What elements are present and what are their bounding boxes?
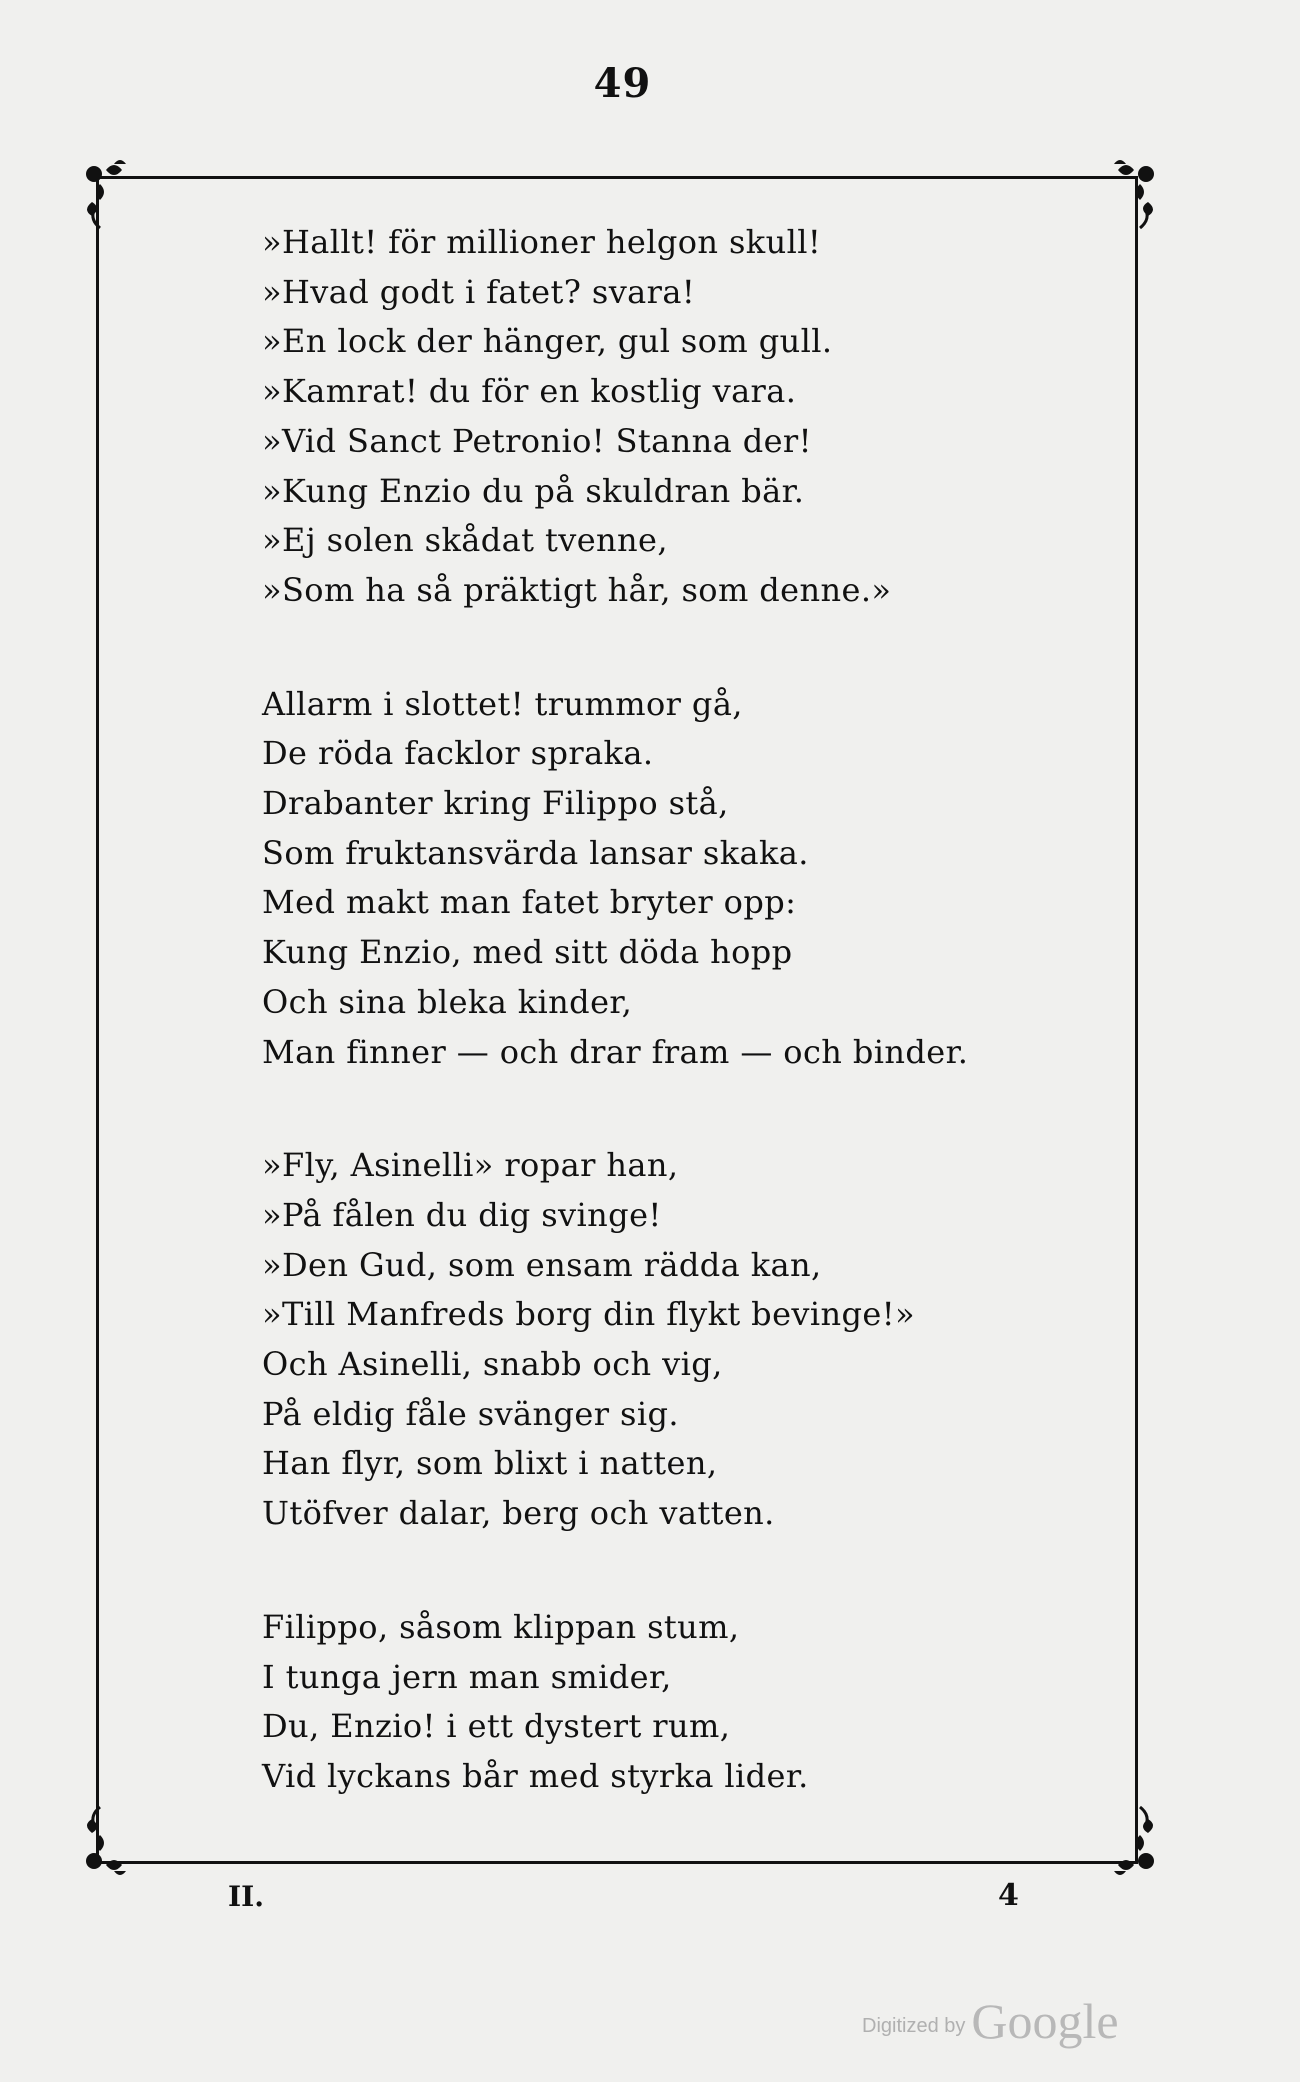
- watermark-prefix: Digitized by: [862, 2015, 966, 2037]
- poem-line: Allarm i slottet! trummor gå,: [262, 684, 743, 723]
- poem-body: [262, 218, 1122, 1866]
- poem-line: Och sina bleka kinder,: [262, 982, 633, 1021]
- poem-line: »Kamrat! du för en kostlig vara.: [262, 372, 797, 411]
- poem-line: Drabanter kring Filippo stå,: [262, 784, 729, 823]
- poem-line: »Ej solen skådat tvenne,: [262, 521, 668, 560]
- page-number: 49: [593, 60, 652, 107]
- poem-line: De röda facklor spraka.: [262, 734, 654, 773]
- poem-line: »Fly, Asinelli» ropar han,: [262, 1146, 679, 1185]
- stanza: [262, 1141, 1122, 1539]
- poem-line: »En lock der hänger, gul som gull.: [262, 322, 833, 361]
- poem-line: Utöfver dalar, berg och vatten.: [262, 1494, 775, 1533]
- signature-number: 4: [998, 1878, 1019, 1913]
- poem-line: Filippo, såsom klippan stum,: [262, 1607, 740, 1646]
- poem-line: Som fruktansvärda lansar skaka.: [262, 833, 809, 872]
- stanza: [262, 680, 1122, 1078]
- watermark-brand: Google: [971, 1993, 1119, 2049]
- poem-line: På eldig fåle svänger sig.: [262, 1394, 679, 1433]
- poem-line: »Som ha så präktigt hår, som denne.»: [262, 570, 892, 609]
- floral-corner-icon: [70, 150, 140, 240]
- poem-line: »Kung Enzio du på skuldran bär.: [262, 471, 805, 510]
- signature-mark: II.: [228, 1880, 264, 1913]
- stanza: [262, 1603, 1122, 1802]
- poem-line: »Hvad godt i fatet? svara!: [262, 272, 696, 311]
- poem-line: »Hallt! för millioner helgon skull!: [262, 223, 822, 261]
- stanza: [262, 218, 1122, 616]
- poem-line: »Den Gud, som ensam rädda kan,: [262, 1245, 822, 1284]
- poem-line: I tunga jern man smider,: [262, 1657, 672, 1696]
- digitized-watermark: [862, 1992, 1119, 2050]
- poem-line: Med makt man fatet bryter opp:: [262, 883, 797, 922]
- floral-corner-icon: [70, 1795, 140, 1885]
- poem-line: Kung Enzio, med sitt döda hopp: [262, 933, 793, 972]
- poem-line: Vid lyckans bår med styrka lider.: [262, 1756, 809, 1795]
- poem-line: Man finner — och drar fram — och binder.: [262, 1032, 969, 1071]
- poem-line: Han flyr, som blixt i natten,: [262, 1444, 718, 1483]
- poem-line: Och Asinelli, snabb och vig,: [262, 1345, 723, 1384]
- poem-line: »Vid Sanct Petronio! Stanna der!: [262, 421, 812, 460]
- poem-line: »Till Manfreds borg din flykt bevinge!»: [262, 1295, 915, 1334]
- poem-line: »På fålen du dig svinge!: [262, 1195, 662, 1234]
- poem-line: Du, Enzio! i ett dystert rum,: [262, 1707, 731, 1746]
